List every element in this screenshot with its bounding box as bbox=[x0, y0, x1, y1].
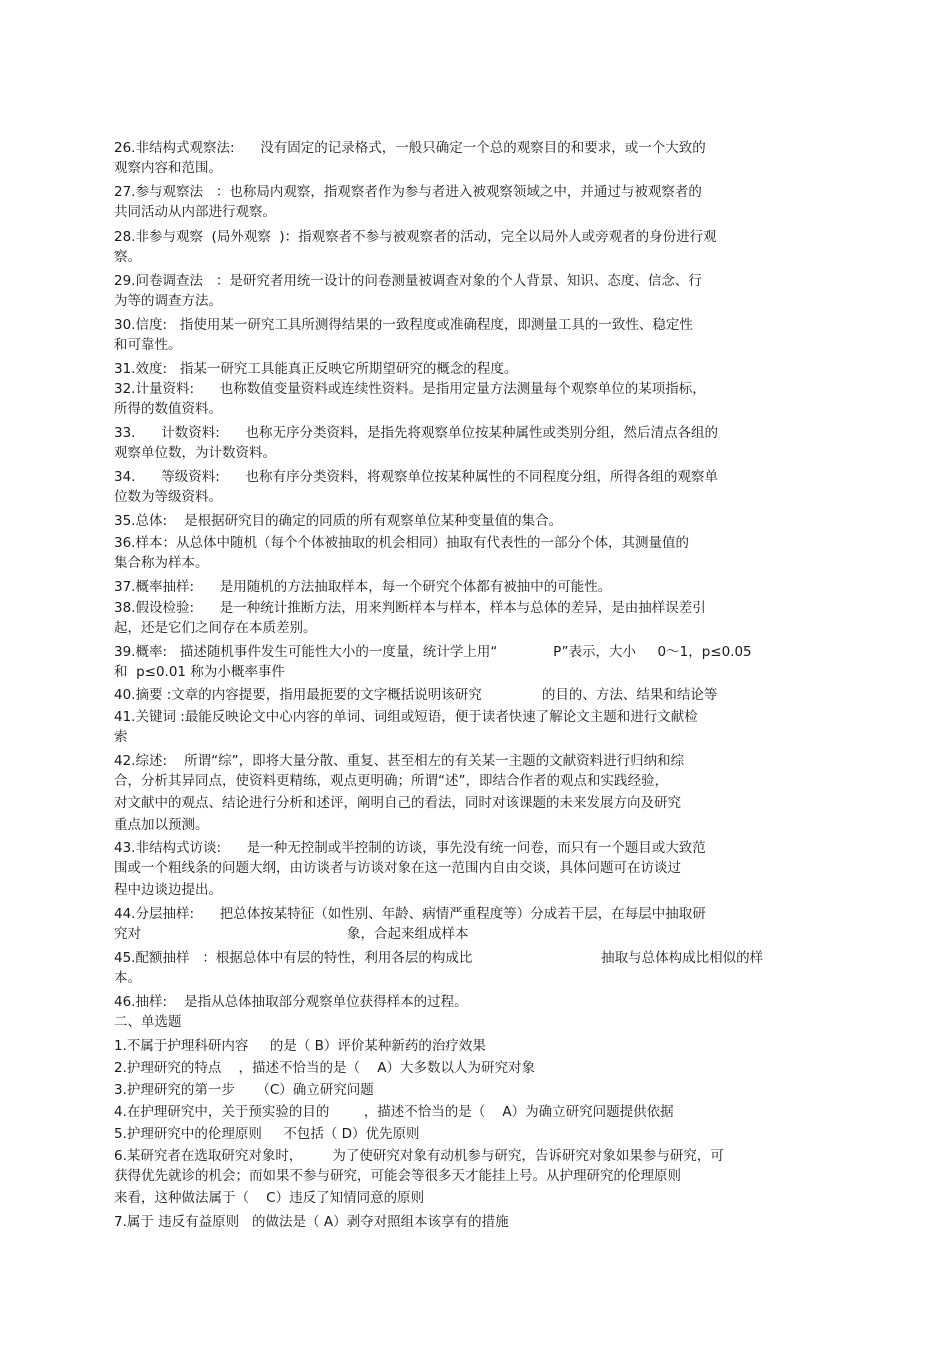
text-line: 对文献中的观点、结论进行分析和述评，阐明自己的看法，同时对该课题的未来发展方向及研究 bbox=[114, 795, 681, 811]
text-line: 27.参与观察法 ：也称局内观察，指观察者作为参与者进入被观察领域之中，并通过与被观察者的 bbox=[114, 184, 702, 200]
text-line: 究对 象，合起来组成样本 bbox=[114, 926, 469, 942]
question-item: 5.护理研究中的伦理原则 不包括（ D）优先原则 bbox=[114, 1126, 420, 1142]
text-line: 重点加以预测。 bbox=[114, 817, 209, 833]
text-line: 共同活动从内部进行观察。 bbox=[114, 204, 276, 220]
text-line: 35.总体: 是根据研究目的确定的同质的所有观察单位某种变量值的集合。 bbox=[114, 513, 563, 529]
question-item: 6.某研究者在选取研究对象时， 为了使研究对象有动机参与研究，告诉研究对象如果参与研究，可 bbox=[114, 1148, 724, 1164]
text-line: 26.非结构式观察法: 没有固定的记录格式，一般只确定一个总的观察目的和要求，或一个大致的 bbox=[114, 140, 706, 156]
text-line: 39.概率: 描述随机事件发生可能性大小的一度量，统计学上用“ P”表示，大小 0～1，p≤0.05 bbox=[114, 644, 752, 660]
text-line: 38.假设检验: 是一种统计推断方法，用来判断样本与样本，样本与总体的差异，是由抽样误差引 bbox=[114, 600, 706, 616]
question-item: 4.在护理研究中，关于预实验的目的 ，描述不恰当的是（ A）为确立研究问题提供依据 bbox=[114, 1104, 674, 1120]
text-line: 33. 计数资料: 也称无序分类资料，是指先将观察单位按某种属性或类别分组，然后清点各组的 bbox=[114, 425, 719, 441]
text-line: 36.样本：从总体中随机（每个个体被抽取的机会相同）抽取有代表性的一部分个体，其测量值的 bbox=[114, 535, 689, 551]
text-line: 29.问卷调查法 ：是研究者用统一设计的问卷测量被调查对象的个人背景、知识、态度、信念、行 bbox=[114, 273, 702, 289]
text-line: 察。 bbox=[114, 249, 141, 265]
text-line: 程中边谈边提出。 bbox=[114, 882, 222, 898]
text-line: 观察单位数，为计数资料。 bbox=[114, 445, 276, 461]
text-line: 和 p≤0.01 称为小概率事件 bbox=[114, 664, 285, 680]
text-line: 42.综述: 所谓“综”，即将大量分散、重复、甚至相左的有关某一主题的文献资料进行归纳和综 bbox=[114, 753, 685, 769]
text-line: 40.摘要 :文章的内容提要，指用最扼要的文字概括说明该研究 的目的、方法、结果和结论等 bbox=[114, 687, 718, 703]
text-line: 45.配额抽样 ：根据总体中有层的特性，利用各层的构成比 抽取与总体构成比相似的样 bbox=[114, 950, 764, 966]
question-item: 获得优先就诊的机会；而如果不参与研究，可能会等很多天才能挂上号。从护理研究的伦理原则 bbox=[114, 1168, 681, 1184]
question-item: 2.护理研究的特点 ，描述不恰当的是（ A）大多数以人为研究对象 bbox=[114, 1060, 535, 1076]
question-item: 1.不属于护理科研内容 的是（ B）评价某种新药的治疗效果 bbox=[114, 1038, 486, 1054]
text-line: 28.非参与观察 (局外观察 )：指观察者不参与被观察者的活动，完全以局外人或旁观者的身份进行观 bbox=[114, 229, 717, 245]
question-item: 7.属于 违反有益原则 的做法是（ A）剥夺对照组本该享有的措施 bbox=[114, 1214, 509, 1230]
text-line: 索 bbox=[114, 729, 128, 745]
text-line: 46.抽样: 是指从总体抽取部分观察单位获得样本的过程。 bbox=[114, 994, 468, 1010]
text-line: 所得的数值资料。 bbox=[114, 401, 222, 417]
text-line: 起，还是它们之间存在本质差别。 bbox=[114, 620, 317, 636]
text-line: 本。 bbox=[114, 970, 141, 986]
text-line: 43.非结构式访谈: 是一种无控制或半控制的访谈，事先没有统一问卷，而只有一个题目或大致范 bbox=[114, 840, 706, 856]
text-line: 合，分析其异同点，使资料更精练，观点更明确；所谓“述”，即结合作者的观点和实践经验， bbox=[114, 773, 668, 789]
text-line: 为等的调查方法。 bbox=[114, 293, 222, 309]
question-item: 来看，这种做法属于（ C）违反了知情同意的原则 bbox=[114, 1190, 425, 1206]
text-line: 位数为等级资料。 bbox=[114, 489, 222, 505]
text-line: 30.信度: 指使用某一研究工具所测得结果的一致程度或准确程度，即测量工具的一致性、稳定性 bbox=[114, 317, 693, 333]
text-line: 44.分层抽样: 把总体按某特征（如性别、年龄、病情严重程度等）分成若干层，在每层中抽取研 bbox=[114, 906, 706, 922]
text-line: 34. 等级资料: 也称有序分类资料，将观察单位按某种属性的不同程度分组，所得各组的观察单 bbox=[114, 469, 719, 485]
text-line: 观察内容和范围。 bbox=[114, 160, 222, 176]
text-line: 31.效度: 指某一研究工具能真正反映它所期望研究的概念的程度。 bbox=[114, 361, 518, 377]
text-line: 37.概率抽样: 是用随机的方法抽取样本，每一个研究个体都有被抽中的可能性。 bbox=[114, 579, 612, 595]
text-line: 围或一个粗线条的问题大纲，由访谈者与访谈对象在这一范围内自由交谈，具体问题可在访谈过 bbox=[114, 860, 681, 876]
text-line: 32.计量资料: 也称数值变量资料或连续性资料。是指用定量方法测量每个观察单位的某项指标， bbox=[114, 381, 706, 397]
text-line: 41.关键词 :最能反映论文中心内容的单词、词组或短语，便于读者快速了解论文主题和进行文献检 bbox=[114, 709, 698, 725]
section-heading: 二、单选题 bbox=[114, 1014, 182, 1030]
text-line: 和可靠性。 bbox=[114, 337, 182, 353]
question-item: 3.护理研究的第一步 （C）确立研究问题 bbox=[114, 1082, 374, 1098]
text-line: 集合称为样本。 bbox=[114, 555, 209, 571]
